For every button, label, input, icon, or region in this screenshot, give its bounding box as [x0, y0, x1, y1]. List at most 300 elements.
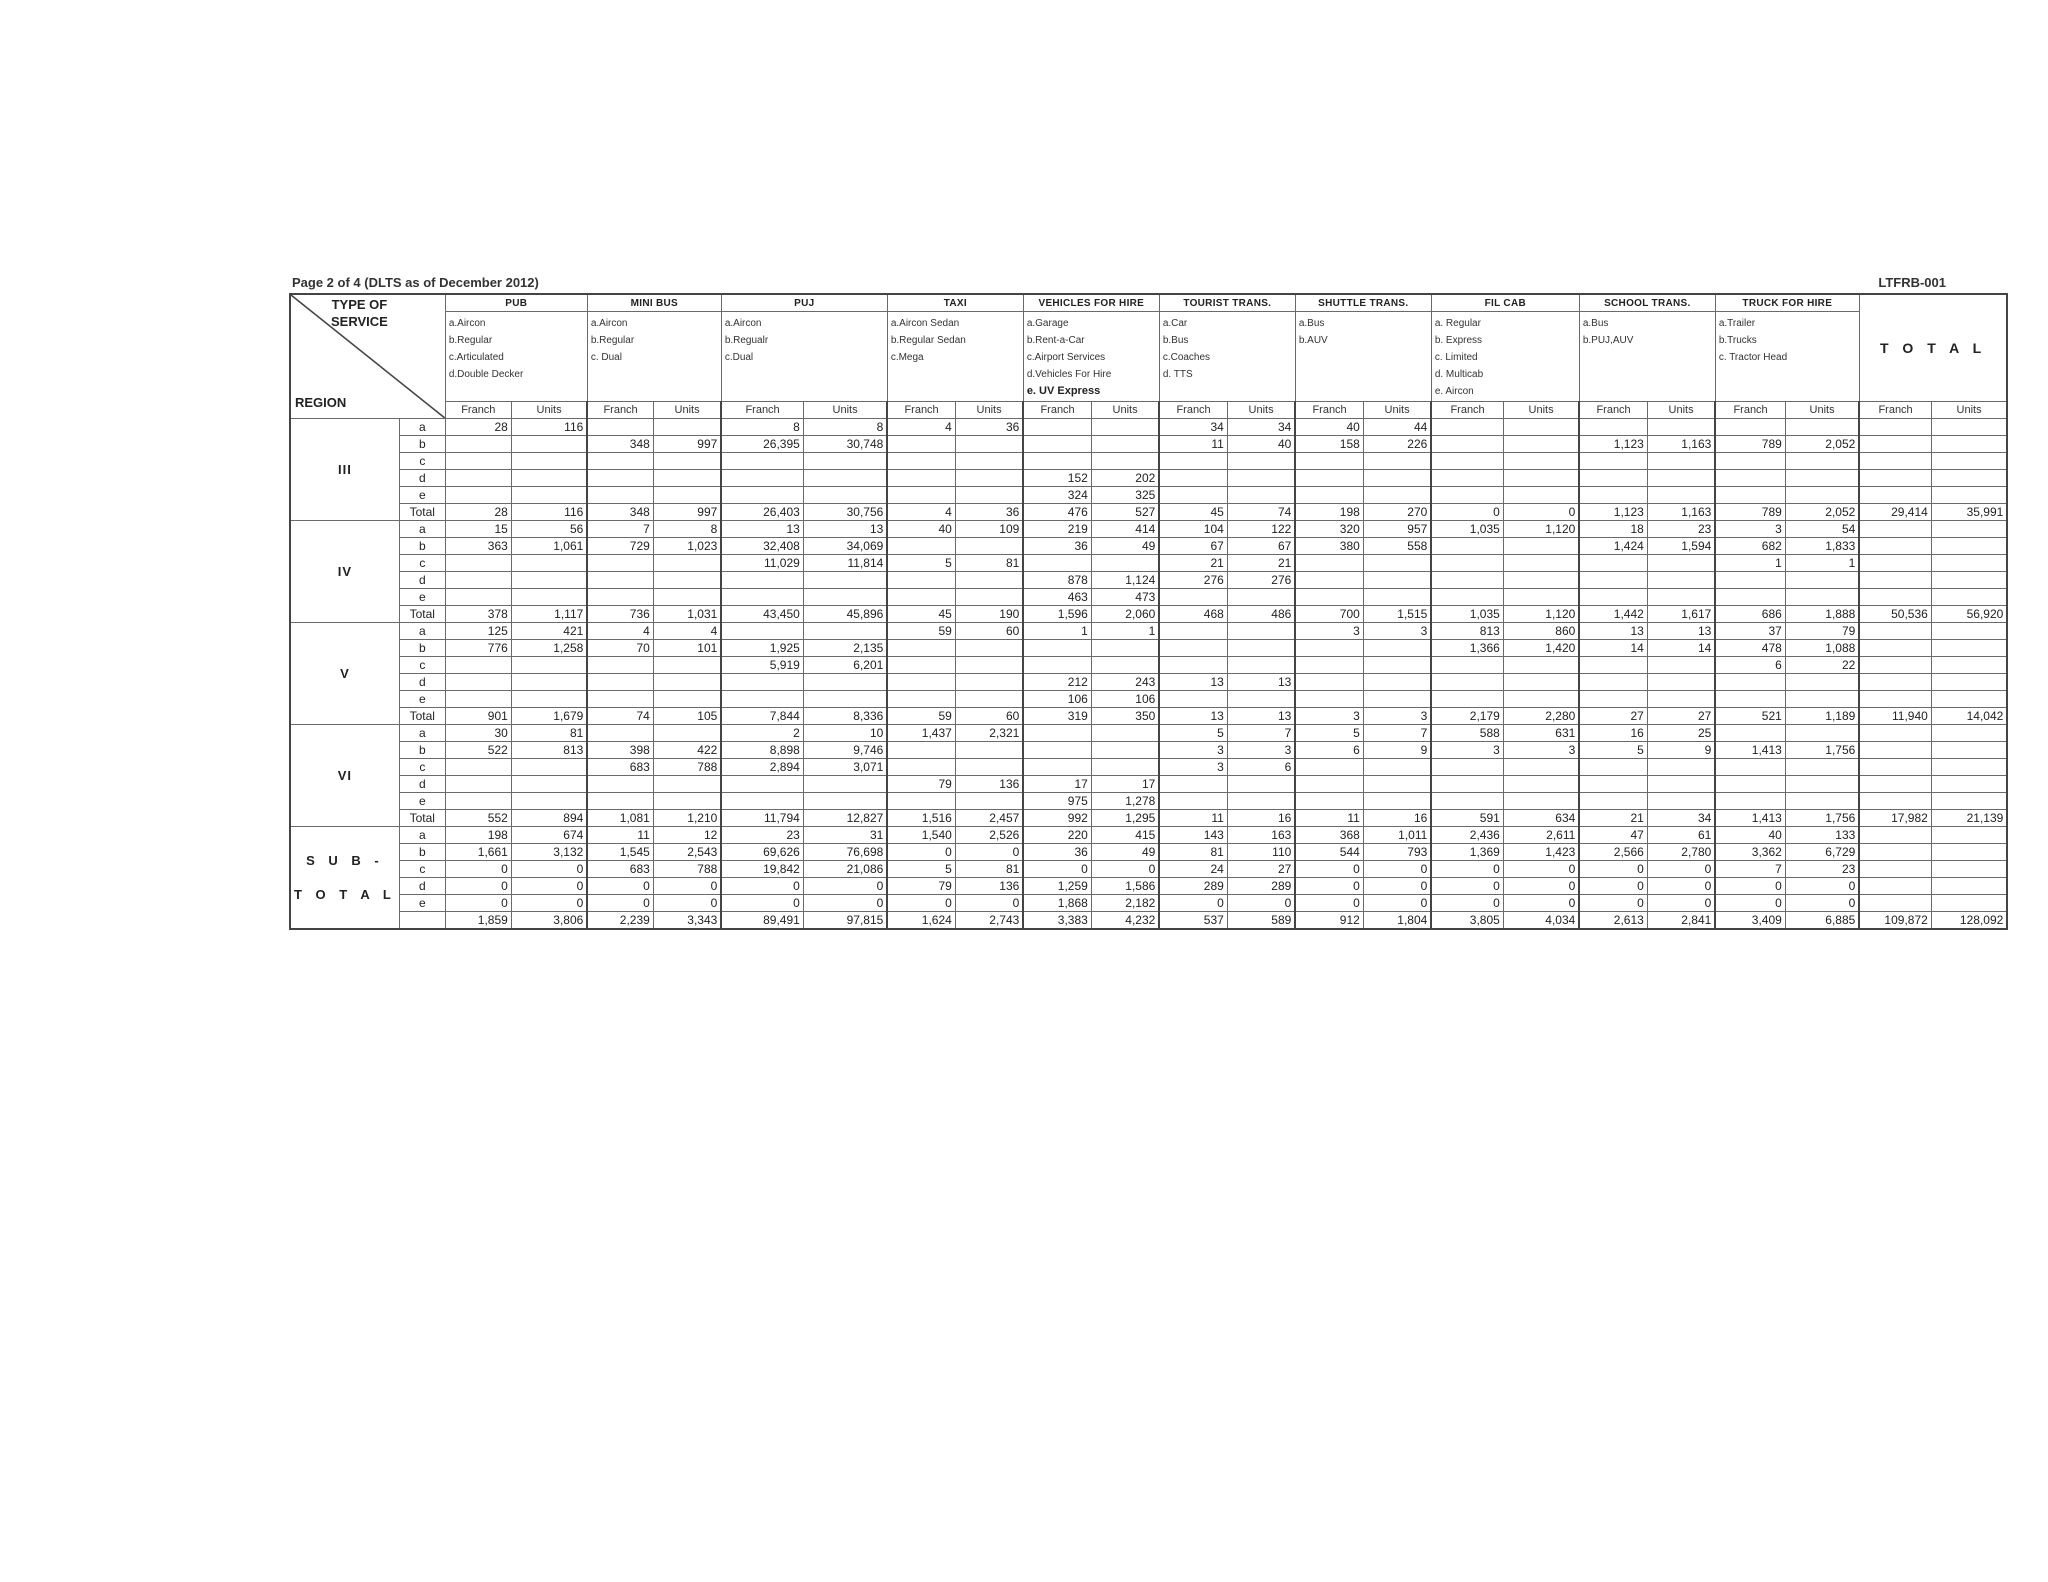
data-cell: 776: [445, 640, 511, 657]
data-cell: 789: [1715, 436, 1785, 453]
data-cell: 60: [955, 623, 1023, 640]
data-cell: 992: [1023, 810, 1091, 827]
total-header: T O T A L: [1859, 294, 2007, 402]
data-cell: [1363, 640, 1431, 657]
data-cell: 56,920: [1931, 606, 2007, 623]
data-cell: [1503, 572, 1579, 589]
data-cell: 1: [1091, 623, 1159, 640]
data-cell: 0: [445, 878, 511, 895]
service-option: a. Regular: [1434, 318, 1481, 329]
data-cell: 1,596: [1023, 606, 1091, 623]
data-cell: 1,088: [1785, 640, 1859, 657]
units-col-header: Units: [1931, 402, 2007, 419]
data-cell: [955, 640, 1023, 657]
data-cell: 109,872: [1859, 912, 1931, 930]
data-cell: [1431, 657, 1503, 674]
franch-col-header: Franch: [1431, 402, 1503, 419]
service-option: e. Aircon: [1434, 386, 1474, 397]
dlts-report-table: [289, 293, 2008, 930]
data-cell: 26,395: [721, 436, 803, 453]
data-cell: [1363, 776, 1431, 793]
data-cell: [1227, 623, 1295, 640]
data-cell: 2,543: [653, 844, 721, 861]
data-cell: [803, 623, 887, 640]
data-cell: [445, 470, 511, 487]
data-cell: [1431, 691, 1503, 708]
data-cell: 4: [887, 504, 955, 521]
data-cell: [721, 470, 803, 487]
subtotal-label: [290, 827, 399, 930]
data-cell: 23: [1647, 521, 1715, 538]
data-cell: 34: [1647, 810, 1715, 827]
data-cell: [1931, 895, 2007, 912]
data-cell: 36: [1023, 844, 1091, 861]
data-cell: 76,698: [803, 844, 887, 861]
data-cell: 683: [587, 759, 653, 776]
data-cell: [887, 793, 955, 810]
row-letter: a: [399, 827, 445, 844]
data-cell: 0: [887, 844, 955, 861]
data-cell: 21: [1579, 810, 1647, 827]
data-cell: [1785, 674, 1859, 691]
region-row: [290, 538, 2007, 555]
data-cell: 7,844: [721, 708, 803, 725]
service-option: b. Express: [1434, 335, 1483, 346]
service-option: d. TTS: [1162, 369, 1193, 380]
data-cell: 45: [887, 606, 955, 623]
data-cell: 0: [1647, 861, 1715, 878]
data-cell: [1647, 759, 1715, 776]
data-cell: [1159, 793, 1227, 810]
data-cell: 163: [1227, 827, 1295, 844]
data-cell: [803, 470, 887, 487]
data-cell: 1,437: [887, 725, 955, 742]
units-col-header: Units: [1091, 402, 1159, 419]
data-cell: [955, 657, 1023, 674]
type-of-service-label: [331, 296, 388, 330]
data-cell: 0: [1023, 861, 1091, 878]
data-cell: [511, 759, 587, 776]
data-cell: [511, 487, 587, 504]
data-cell: [1647, 776, 1715, 793]
data-cell: [587, 776, 653, 793]
data-cell: [1023, 555, 1091, 572]
data-cell: [587, 589, 653, 606]
units-col-header: Units: [803, 402, 887, 419]
data-cell: [1859, 521, 1931, 538]
data-cell: 3: [1295, 708, 1363, 725]
data-cell: 105: [653, 708, 721, 725]
data-cell: [1859, 742, 1931, 759]
data-cell: 54: [1785, 521, 1859, 538]
data-cell: [1227, 793, 1295, 810]
row-letter: e: [399, 895, 445, 912]
subtotal-label-line1: S U B -: [306, 852, 384, 868]
total-row-label: Total: [399, 810, 445, 827]
data-cell: 1,123: [1579, 436, 1647, 453]
data-cell: 0: [445, 895, 511, 912]
data-cell: [1227, 487, 1295, 504]
data-cell: 2,135: [803, 640, 887, 657]
data-cell: 0: [511, 895, 587, 912]
data-cell: 2: [721, 725, 803, 742]
data-cell: [1295, 793, 1363, 810]
data-cell: 527: [1091, 504, 1159, 521]
data-cell: 198: [1295, 504, 1363, 521]
data-cell: [887, 674, 955, 691]
data-cell: 11: [1159, 810, 1227, 827]
data-cell: [1295, 470, 1363, 487]
data-cell: [1579, 759, 1647, 776]
data-cell: 6,201: [803, 657, 887, 674]
data-cell: 226: [1363, 436, 1431, 453]
data-cell: [1647, 674, 1715, 691]
data-cell: [1295, 657, 1363, 674]
data-cell: 1,868: [1023, 895, 1091, 912]
data-cell: 36: [955, 419, 1023, 436]
data-cell: [1931, 640, 2007, 657]
data-cell: 14: [1579, 640, 1647, 657]
data-cell: 0: [653, 895, 721, 912]
data-cell: 3: [1503, 742, 1579, 759]
data-cell: 0: [1579, 861, 1647, 878]
data-cell: 1,023: [653, 538, 721, 555]
data-cell: [1859, 844, 1931, 861]
data-cell: 860: [1503, 623, 1579, 640]
data-cell: 13: [1159, 708, 1227, 725]
data-cell: 5: [887, 555, 955, 572]
service-option: d. Multicab: [1434, 369, 1484, 380]
data-cell: [1859, 453, 1931, 470]
data-cell: [1647, 470, 1715, 487]
data-cell: [587, 487, 653, 504]
data-cell: [653, 470, 721, 487]
data-cell: [587, 470, 653, 487]
region-row: [290, 742, 2007, 759]
data-cell: 23: [1785, 861, 1859, 878]
data-cell: 1,189: [1785, 708, 1859, 725]
region-row: [290, 453, 2007, 470]
data-cell: 28: [445, 419, 511, 436]
data-cell: [1859, 691, 1931, 708]
data-cell: [803, 589, 887, 606]
data-cell: [1091, 725, 1159, 742]
data-cell: 634: [1503, 810, 1579, 827]
data-cell: 13: [1579, 623, 1647, 640]
data-cell: [1431, 589, 1503, 606]
data-cell: 31: [803, 827, 887, 844]
service-group-5: TOURIST TRANS.: [1159, 294, 1295, 312]
data-cell: [1931, 827, 2007, 844]
data-cell: 5: [887, 861, 955, 878]
region-row: [290, 487, 2007, 504]
data-cell: 0: [1431, 504, 1503, 521]
data-cell: [887, 589, 955, 606]
franch-col-header: Franch: [1579, 402, 1647, 419]
data-cell: 30: [445, 725, 511, 742]
data-cell: [653, 419, 721, 436]
service-option: a.Aircon: [724, 318, 762, 329]
data-cell: 3,805: [1431, 912, 1503, 930]
service-option: c.Coaches: [1162, 352, 1211, 363]
data-cell: [1295, 487, 1363, 504]
data-cell: [445, 589, 511, 606]
data-cell: 36: [955, 504, 1023, 521]
data-cell: 17: [1023, 776, 1091, 793]
data-cell: 0: [1295, 861, 1363, 878]
data-cell: 0: [721, 878, 803, 895]
data-cell: [721, 793, 803, 810]
data-cell: 7: [1227, 725, 1295, 742]
data-cell: [1785, 487, 1859, 504]
franch-col-header: Franch: [887, 402, 955, 419]
data-cell: 212: [1023, 674, 1091, 691]
region-row: [290, 623, 2007, 640]
data-cell: 43,450: [721, 606, 803, 623]
data-cell: 4: [887, 419, 955, 436]
data-cell: 813: [511, 742, 587, 759]
data-cell: [445, 759, 511, 776]
data-cell: 198: [445, 827, 511, 844]
data-cell: [887, 538, 955, 555]
data-cell: [887, 436, 955, 453]
data-cell: 13: [803, 521, 887, 538]
service-group-2: PUJ: [721, 294, 887, 312]
data-cell: [445, 436, 511, 453]
service-option: c.Airport Services: [1026, 352, 1106, 363]
data-cell: 19,842: [721, 861, 803, 878]
service-option: d.Double Decker: [448, 369, 524, 380]
data-cell: [1159, 657, 1227, 674]
service-group-6: SHUTTLE TRANS.: [1295, 294, 1431, 312]
data-cell: [955, 453, 1023, 470]
data-cell: [1931, 878, 2007, 895]
data-cell: 276: [1159, 572, 1227, 589]
service-option: a.Trailer: [1718, 318, 1756, 329]
service-option: e. UV Express: [1026, 385, 1101, 397]
data-cell: [445, 776, 511, 793]
data-cell: 13: [1227, 674, 1295, 691]
service-options-7: [1431, 312, 1579, 402]
data-cell: 398: [587, 742, 653, 759]
data-cell: [1503, 776, 1579, 793]
data-cell: 1,011: [1363, 827, 1431, 844]
data-cell: 325: [1091, 487, 1159, 504]
data-cell: [1503, 674, 1579, 691]
service-option: b.PUJ,AUV: [1582, 335, 1634, 346]
data-cell: [1091, 436, 1159, 453]
data-cell: 5: [1159, 725, 1227, 742]
region-name: V: [290, 623, 399, 725]
data-cell: [1023, 419, 1091, 436]
data-cell: 25: [1647, 725, 1715, 742]
data-cell: 11,940: [1859, 708, 1931, 725]
data-cell: 0: [1363, 895, 1431, 912]
data-cell: [1159, 470, 1227, 487]
data-cell: 682: [1715, 538, 1785, 555]
data-cell: 0: [1503, 861, 1579, 878]
row-letter: d: [399, 878, 445, 895]
region-total-row: [290, 708, 2007, 725]
data-cell: [1931, 623, 2007, 640]
data-cell: 1,117: [511, 606, 587, 623]
data-cell: [445, 674, 511, 691]
data-cell: [721, 589, 803, 606]
data-cell: 348: [587, 504, 653, 521]
data-cell: [511, 691, 587, 708]
data-cell: [803, 691, 887, 708]
data-cell: 70: [587, 640, 653, 657]
data-cell: 0: [1363, 861, 1431, 878]
data-cell: 49: [1091, 844, 1159, 861]
data-cell: 8: [721, 419, 803, 436]
row-letter: b: [399, 844, 445, 861]
data-cell: [887, 640, 955, 657]
data-cell: 0: [1647, 895, 1715, 912]
service-options-3: [887, 312, 1023, 402]
data-cell: [803, 453, 887, 470]
data-cell: 47: [1579, 827, 1647, 844]
data-cell: 0: [955, 844, 1023, 861]
data-cell: 0: [1579, 895, 1647, 912]
data-cell: 0: [1295, 878, 1363, 895]
data-cell: 0: [887, 895, 955, 912]
data-cell: 13: [1159, 674, 1227, 691]
data-cell: [1859, 419, 1931, 436]
service-options-5: [1159, 312, 1295, 402]
data-cell: 2,743: [955, 912, 1023, 930]
data-cell: [955, 572, 1023, 589]
data-cell: 683: [587, 861, 653, 878]
data-cell: 4,232: [1091, 912, 1159, 930]
data-cell: [653, 555, 721, 572]
franch-col-header: Franch: [1859, 402, 1931, 419]
subtotal-label-line2: T O T A L: [294, 886, 396, 902]
data-cell: 2,613: [1579, 912, 1647, 930]
data-cell: 22: [1785, 657, 1859, 674]
data-cell: 0: [1295, 895, 1363, 912]
data-cell: 0: [1431, 861, 1503, 878]
subtotal-row: [290, 878, 2007, 895]
franch-col-header: Franch: [721, 402, 803, 419]
data-cell: 3: [1159, 742, 1227, 759]
data-cell: [1579, 419, 1647, 436]
data-cell: 2,436: [1431, 827, 1503, 844]
data-cell: [955, 470, 1023, 487]
data-cell: [1023, 725, 1091, 742]
data-cell: 81: [955, 861, 1023, 878]
data-cell: 128,092: [1931, 912, 2007, 930]
data-cell: 348: [587, 436, 653, 453]
data-cell: [1091, 742, 1159, 759]
data-cell: [1785, 793, 1859, 810]
data-cell: 368: [1295, 827, 1363, 844]
data-cell: [1715, 793, 1785, 810]
type-label-line2: SERVICE: [331, 314, 388, 329]
data-cell: 45: [1159, 504, 1227, 521]
data-cell: [955, 538, 1023, 555]
data-cell: [1295, 453, 1363, 470]
data-cell: 34,069: [803, 538, 887, 555]
data-cell: [803, 793, 887, 810]
data-cell: 28: [445, 504, 511, 521]
data-cell: [1931, 436, 2007, 453]
data-cell: [653, 691, 721, 708]
data-cell: 975: [1023, 793, 1091, 810]
data-cell: 56: [511, 521, 587, 538]
data-cell: 6: [1227, 759, 1295, 776]
data-cell: [1363, 759, 1431, 776]
data-cell: [1931, 691, 2007, 708]
row-letter: b: [399, 742, 445, 759]
data-cell: 106: [1023, 691, 1091, 708]
data-cell: 104: [1159, 521, 1227, 538]
data-cell: 8,336: [803, 708, 887, 725]
data-cell: [1859, 674, 1931, 691]
data-cell: 6,885: [1785, 912, 1859, 930]
data-cell: 1,833: [1785, 538, 1859, 555]
data-cell: 1,031: [653, 606, 721, 623]
units-col-header: Units: [1503, 402, 1579, 419]
data-cell: [721, 691, 803, 708]
row-letter: e: [399, 691, 445, 708]
units-col-header: Units: [955, 402, 1023, 419]
data-cell: 415: [1091, 827, 1159, 844]
data-cell: 81: [955, 555, 1023, 572]
units-col-header: Units: [1647, 402, 1715, 419]
service-options-6: [1295, 312, 1431, 402]
data-cell: [955, 759, 1023, 776]
region-row: [290, 555, 2007, 572]
data-cell: [511, 470, 587, 487]
data-cell: 40: [887, 521, 955, 538]
region-total-row: [290, 810, 2007, 827]
data-cell: 552: [445, 810, 511, 827]
data-cell: [1931, 793, 2007, 810]
row-letter: a: [399, 725, 445, 742]
data-cell: [445, 487, 511, 504]
data-cell: 13: [1647, 623, 1715, 640]
data-cell: 957: [1363, 521, 1431, 538]
subtotal-row: [290, 844, 2007, 861]
data-cell: 40: [1227, 436, 1295, 453]
data-cell: 1,061: [511, 538, 587, 555]
data-cell: 0: [721, 895, 803, 912]
data-cell: 11: [1159, 436, 1227, 453]
data-cell: 44: [1363, 419, 1431, 436]
data-cell: [1503, 793, 1579, 810]
data-cell: 29,414: [1859, 504, 1931, 521]
service-options-8: [1579, 312, 1715, 402]
data-cell: 27: [1579, 708, 1647, 725]
data-cell: 5,919: [721, 657, 803, 674]
data-cell: 40: [1715, 827, 1785, 844]
data-cell: 0: [1431, 895, 1503, 912]
data-cell: [1931, 487, 2007, 504]
data-cell: 40: [1295, 419, 1363, 436]
data-cell: 0: [803, 878, 887, 895]
data-cell: [1431, 436, 1503, 453]
data-cell: [1227, 657, 1295, 674]
data-cell: 0: [1503, 895, 1579, 912]
data-cell: 0: [1579, 878, 1647, 895]
data-cell: [1859, 487, 1931, 504]
data-cell: [1647, 572, 1715, 589]
data-cell: 1,624: [887, 912, 955, 930]
data-cell: 7: [1363, 725, 1431, 742]
row-letter: b: [399, 640, 445, 657]
data-cell: 4,034: [1503, 912, 1579, 930]
